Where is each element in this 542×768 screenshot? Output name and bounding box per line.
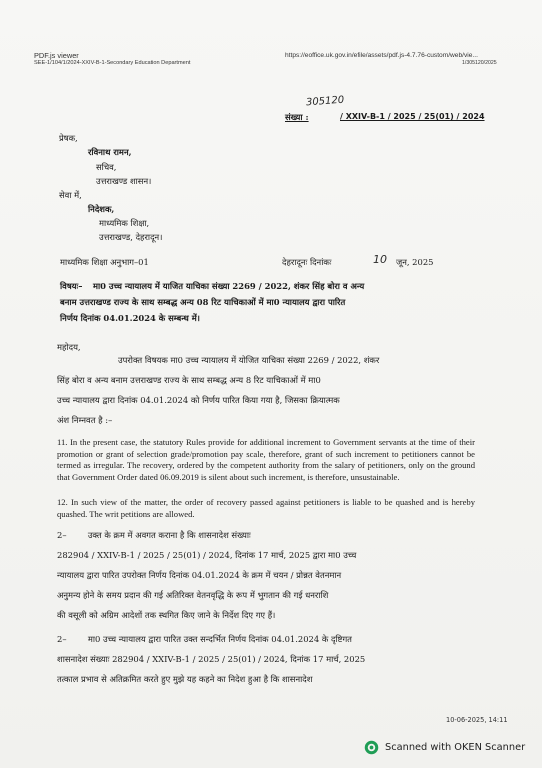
para2-line-4: अनुमन्य होने के समय प्रदान की गई अतिरिक्त वेतनवृद्धि के रूप में भुगतान की गई धनराशि — [57, 590, 329, 600]
handwritten-number: 305120 — [305, 94, 345, 109]
para2-line-3: न्यायालय द्वारा पारित उपरोक्त निर्णय दिनांक 04.01.2024 के क्रम में चयन / प्रोन्नत वेतनमान — [57, 570, 342, 580]
scanner-watermark — [364, 740, 525, 755]
subject-label: विषयः– — [60, 281, 83, 291]
scanner-label: Scanned with OKEN Scanner — [385, 742, 526, 753]
to-dept: माध्यमिक शिक्षा, — [99, 218, 150, 228]
para1-line-1: उपरोक्त विषयक मा0 उच्च न्यायालय में योजित याचिका संख्या 2269 / 2022, शंकर — [118, 355, 380, 365]
para2-line-2: 282904 / XXIV-B-1 / 2025 / 25(01) / 2024, दिनांक 17 मार्च, 2025 द्वारा मा0 उच्च — [57, 550, 357, 560]
letter-number-value: / XXIV-B-1 / 2025 / 25(01) / 2024 — [340, 112, 485, 121]
viewer-title: PDF.js viewer — [34, 51, 79, 60]
para3-line-2: शासनादेश संख्याः 282904 / XXIV-B-1 / 2025 / 25(01) / 2024, दिनांक 17 मार्च, 2025 — [57, 654, 366, 664]
from-title: सचिव, — [96, 162, 117, 172]
to-label: सेवा में, — [59, 190, 82, 200]
para1-line-4: अंश निम्नवत है :– — [57, 415, 113, 425]
date-day: 10 — [373, 253, 387, 266]
para3-line-3: तत्काल प्रभाव से अतिक्रमित करते हुए मुझे यह कहने का निदेश हुआ है कि शासनादेश — [57, 674, 313, 684]
to-place: उत्तराखण्ड, देहरादून। — [99, 232, 163, 242]
subject-line-1: मा0 उच्च न्यायालय में याजित याचिका संख्या 2269 / 2022, शंकर सिंह बोरा व अन्य — [93, 281, 365, 291]
para1-line-2: सिंह बोरा व अन्य बनाम उत्तराखण्ड राज्य के साथ सम्बद्ध अन्य 8 रिट याचिकाओं में मा0 — [57, 375, 321, 385]
to-title: निदेशक, — [88, 204, 115, 214]
subject-line-2: बनाम उत्तराखण्ड राज्य के साथ सम्बद्ध अन्य 08 रिट याचिकाओं में मा0 न्यायालय द्वारा पारित — [60, 297, 346, 307]
para2-line-1: 2– उक्त के क्रम में अवगत कराना है कि शासनादेश संख्याः — [57, 530, 251, 540]
date-rest: जून, 2025 — [396, 257, 434, 267]
page-reference: 1/305120/2025 — [462, 60, 497, 66]
salutation: महोदय, — [57, 342, 81, 352]
print-timestamp: 10-06-2025, 14:11 — [446, 716, 508, 724]
file-reference: SEE-1/104/1/2024-XXIV-B-1-Secondary Education Department — [34, 60, 191, 66]
oken-scanner-logo-icon — [364, 740, 379, 755]
quoted-paragraph-11: 11. In the present case, the statutory Rules provide for additional increment to Government servants at the time of their promotion or grant of selection grade/promotion pay scale, therefore, grant of such increment to petitioners cannot be termed as irregular. The recovery, ordered by the competent authority from the salary of petitioners, only on the ground that Government Order dated 06.09.2019 is silent about such increment, is therefore, unsustainable. — [57, 437, 475, 482]
subject-line-3: निर्णय दिनांक 04.01.2024 के सम्बन्ध में। — [60, 313, 200, 323]
from-org: उत्तराखण्ड शासन। — [96, 176, 152, 186]
viewer-url: https://eoffice.uk.gov.in/efile/assets/pdf.js-4.7.76-custom/web/vie... — [285, 52, 478, 59]
from-name: रविनाथ रामन, — [88, 147, 132, 157]
para1-line-3: उच्च न्यायालय द्वारा दिनांक 04.01.2024 को निर्णय पारित किया गया है, जिसका क्रियात्मक — [57, 395, 340, 405]
para2-line-5: की वसूली को अग्रिम आदेशों तक स्थगित किए जाने के निर्देश दिए गए हैं। — [57, 610, 276, 620]
quoted-paragraph-12: 12. In such view of the matter, the order of recovery passed against petitioners is liable to be quashed and is hereby quashed. The writ petitions are allowed. — [57, 497, 475, 519]
section-name: माध्यमिक शिक्षा अनुभाग–01 — [60, 257, 149, 267]
letter-number-label: संख्या : — [285, 112, 309, 122]
para3-line-1: 2– मा0 उच्च न्यायालय द्वारा पारित उक्त सन्दर्भित निर्णय दिनांक 04.01.2024 के दृष्टिगत — [57, 634, 352, 644]
from-label: प्रेषक, — [59, 133, 78, 143]
date-prefix: देहरादूनः दिनांकः — [282, 257, 332, 267]
